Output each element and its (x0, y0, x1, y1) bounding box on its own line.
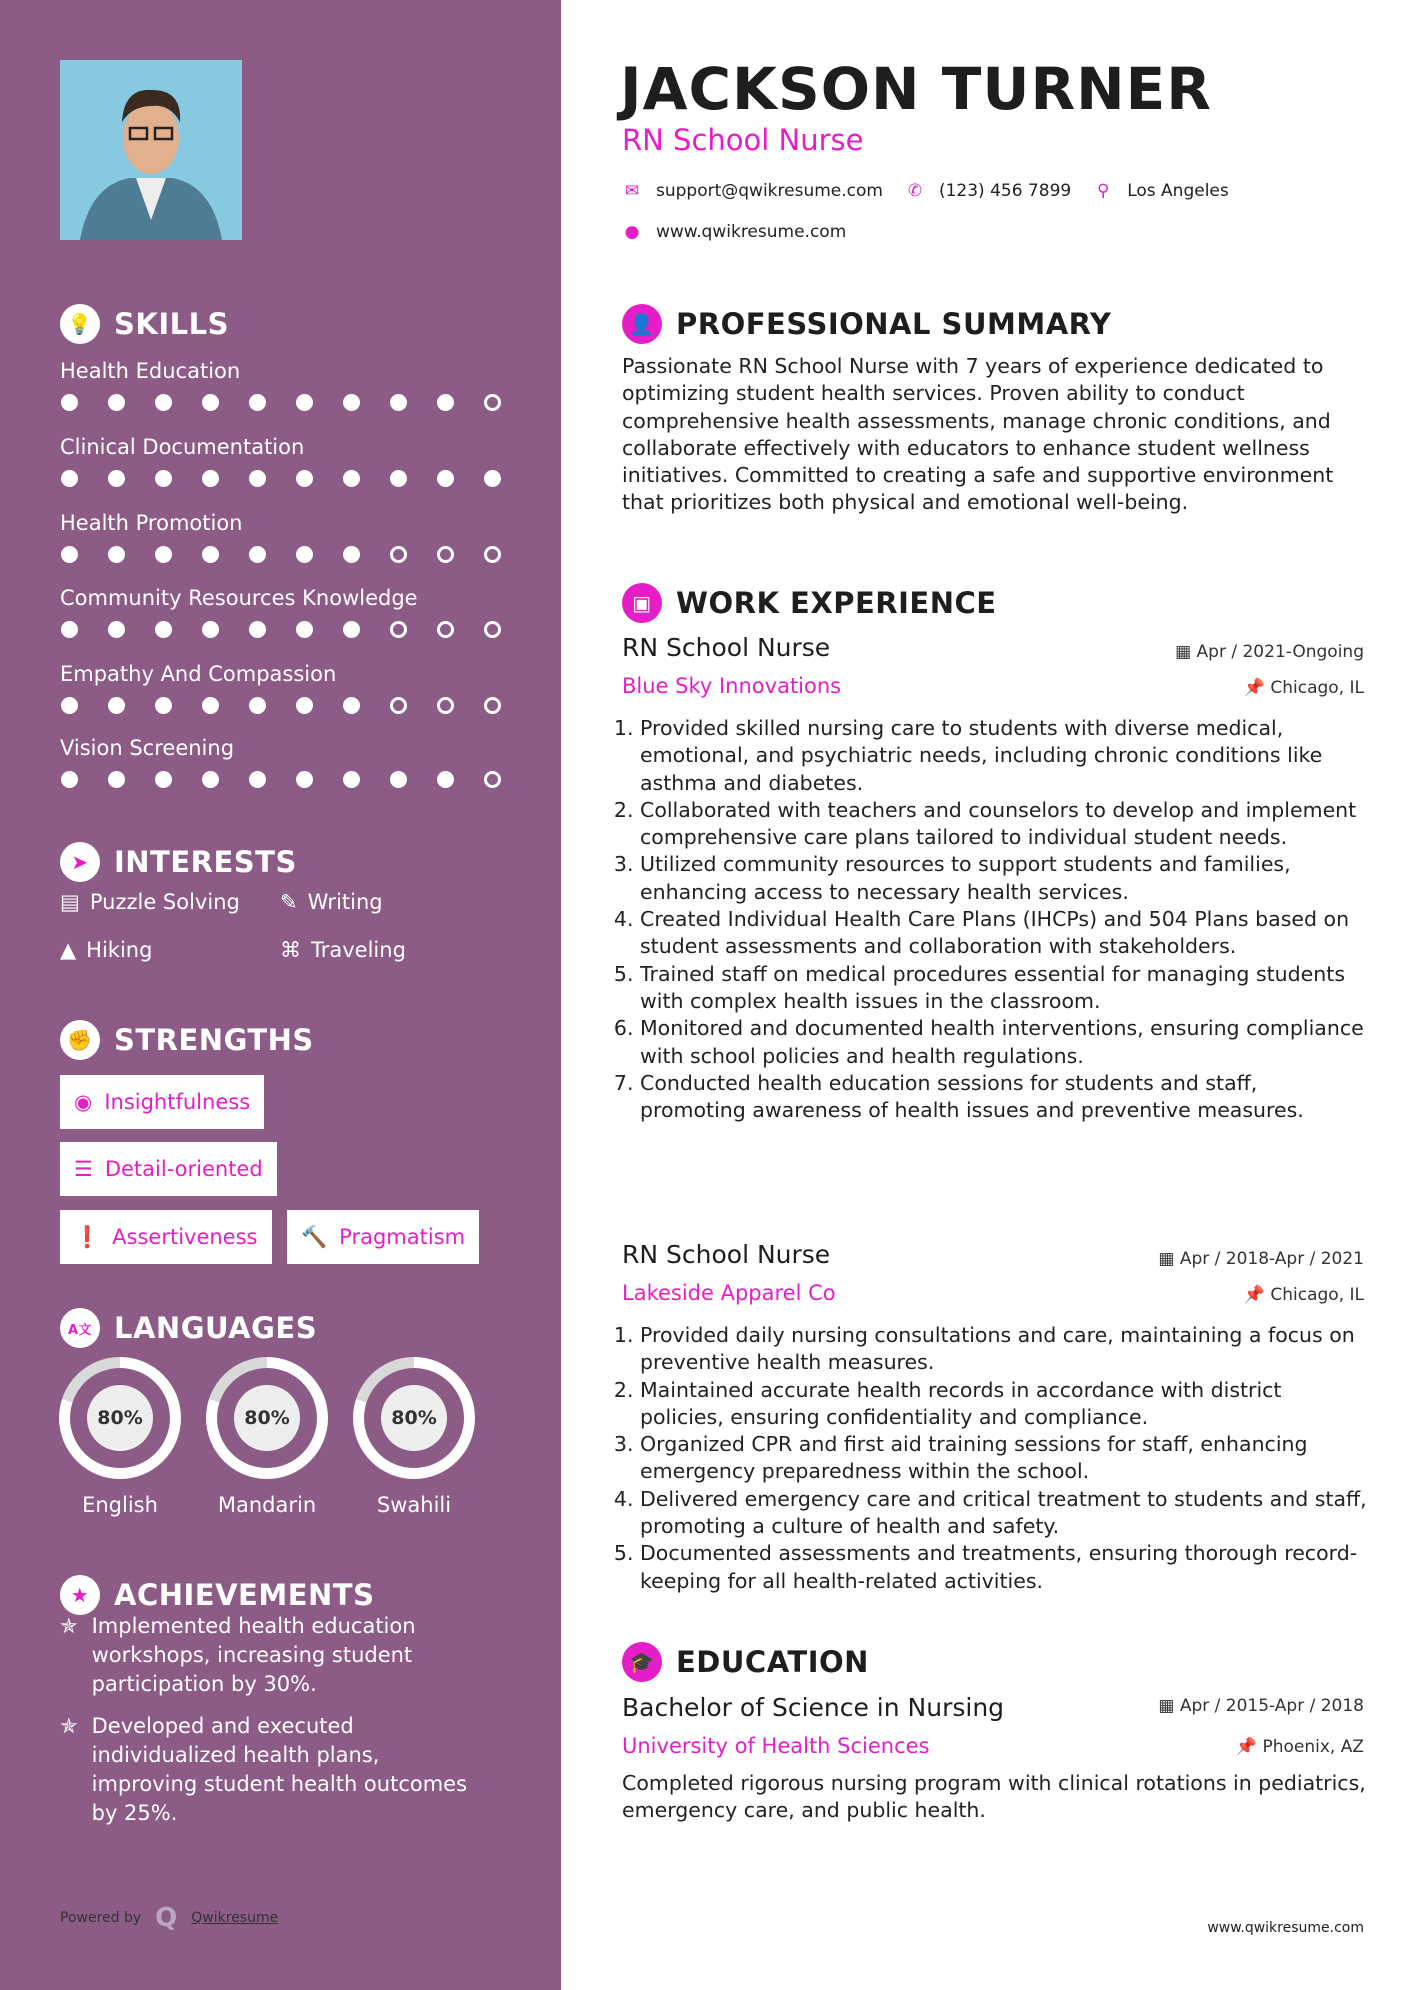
rating-dot (155, 470, 172, 487)
strength-chip: ❗ Assertiveness (60, 1210, 272, 1264)
star-icon: ★ (60, 1575, 100, 1615)
skill-item (60, 430, 510, 487)
summary-text: Passionate RN School Nurse with 7 years of experience dedicated to optimizing student health services. Proven ability to conduct comprehensive health assessments, manage chronic conditions, and collaborate effectively with educators to enhance student wellness initiatives. Committed to creating a safe and supportive environment that prioritizes both physical and emotional well-being. (622, 354, 1334, 515)
rating-dot (390, 771, 407, 788)
rating-dot (390, 394, 407, 411)
rating-dot (202, 771, 219, 788)
job-title: RN School Nurse (622, 123, 864, 157)
rating-dot (249, 470, 266, 487)
rating-dot (343, 394, 360, 411)
calendar-icon: ▦ (1158, 1249, 1180, 1269)
job-bullet: 4. Delivered emergency care and critical treatment to students and staff, promoting a culture of health and safety. (640, 1486, 1367, 1541)
rating-dot (202, 621, 219, 638)
skill-rating (60, 394, 510, 411)
rating-dot (61, 470, 78, 487)
rating-dot (390, 470, 407, 487)
job-bullet: 1. Provided skilled nursing care to students with diverse medical, emotional, and psychiatric needs, including chronic conditions like asthma and diabetes. (640, 715, 1367, 797)
rating-dot (108, 697, 125, 714)
job-bullet: 3. Organized CPR and first aid training sessions for staff, enhancing emergency preparedness within the school. (640, 1431, 1367, 1486)
job-location: 📌 Chicago, IL (1243, 1285, 1364, 1305)
strength-chip: ☰ Detail-oriented (60, 1142, 277, 1196)
language-item (206, 1357, 342, 1517)
eye-icon: ◉ (74, 1090, 93, 1114)
achievements-heading: ★ ACHIEVEMENTS (60, 1575, 374, 1615)
map-marker-icon: ⚲ (1096, 181, 1110, 201)
rating-dot (437, 546, 454, 563)
rating-dot (296, 771, 313, 788)
skill-rating (60, 621, 510, 638)
language-percent: 80% (87, 1385, 153, 1451)
skill-item (60, 354, 510, 411)
rating-dot (390, 546, 407, 563)
paper-plane-icon: ➤ (60, 842, 100, 882)
exclamation-icon: ❗ (74, 1224, 101, 1249)
rating-dot (155, 771, 172, 788)
phone: (123) 456 7899 (938, 181, 1072, 201)
rating-dot (437, 771, 454, 788)
rating-dot (343, 621, 360, 638)
rating-dot (437, 621, 454, 638)
language-item (59, 1357, 195, 1517)
job-bullet: 1. Provided daily nursing consultations and care, maintaining a focus on preventive health measures. (640, 1322, 1367, 1377)
rating-dot (202, 470, 219, 487)
user-icon: 👤 (622, 304, 662, 344)
star-icon: ✯ (60, 1614, 78, 1638)
phone-icon: ✆ (907, 181, 923, 201)
rating-dot (437, 394, 454, 411)
rating-dot (61, 621, 78, 638)
email[interactable]: support@qwikresume.com (656, 181, 883, 201)
rating-dot (202, 697, 219, 714)
skill-name: Empathy And Compassion (60, 662, 337, 686)
job-bullet: 5. Documented assessments and treatments, ensuring thorough record-keeping for all health-related activities. (640, 1540, 1367, 1595)
contact-row (622, 181, 1229, 201)
interest-item: ▲ Hiking (60, 938, 153, 962)
language-progress-ring (59, 1357, 181, 1479)
candidate-name: JACKSON TURNER (620, 55, 1212, 123)
skill-rating (60, 771, 510, 788)
translate-icon: A文 (60, 1308, 100, 1348)
lightbulb-icon: 💡 (60, 304, 100, 344)
website-row (622, 222, 846, 242)
strength-chip: 🔨 Pragmatism (287, 1210, 479, 1264)
rating-dot (108, 621, 125, 638)
education-heading: 🎓 EDUCATION (622, 1642, 869, 1682)
gavel-icon: 🔨 (301, 1224, 328, 1249)
languages-heading: A文 LANGUAGES (60, 1308, 317, 1348)
achievement-item: ✯ Implemented health education workshops, increasing student participation by 30%. (60, 1612, 480, 1699)
chair-icon: ▣ (622, 583, 662, 623)
school: University of Health Sciences (622, 1734, 930, 1758)
language-name: English (82, 1493, 158, 1517)
rating-dot (155, 621, 172, 638)
language-name: Mandarin (217, 1493, 317, 1517)
skill-item (60, 731, 510, 788)
job-title: RN School Nurse (622, 633, 831, 662)
pencil-icon: ✎ (280, 890, 298, 914)
book-icon: ▤ (60, 890, 80, 914)
pin-icon: 📌 (1243, 1285, 1271, 1305)
experience-heading: ▣ WORK EXPERIENCE (622, 583, 997, 623)
rating-dot (155, 546, 172, 563)
job-location: 📌 Chicago, IL (1243, 678, 1364, 698)
skill-name: Health Education (60, 359, 241, 383)
rating-dot (343, 697, 360, 714)
rating-dot (296, 621, 313, 638)
interest-item: ✎ Writing (280, 890, 383, 914)
skill-rating (60, 546, 510, 563)
rating-dot (249, 394, 266, 411)
rating-dot (108, 394, 125, 411)
skill-item (60, 657, 510, 714)
rating-dot (108, 771, 125, 788)
rating-dot (390, 697, 407, 714)
rating-dot (484, 697, 501, 714)
globe-icon: ● (624, 222, 640, 242)
rating-dot (484, 546, 501, 563)
interests-heading: ➤ INTERESTS (60, 842, 297, 882)
pin-icon: 📌 (1235, 1737, 1263, 1757)
job-bullet: 4. Created Individual Health Care Plans (IHCPs) and 504 Plans based on student assessments and collaboration with stakeholders. (640, 906, 1367, 961)
rating-dot (343, 771, 360, 788)
summary-heading: 👤 PROFESSIONAL SUMMARY (622, 304, 1111, 344)
rating-dot (296, 470, 313, 487)
language-percent: 80% (381, 1385, 447, 1451)
tree-icon: ▲ (60, 938, 77, 962)
rating-dot (155, 697, 172, 714)
binoculars-icon: ⌘ (280, 938, 301, 962)
job-bullets (614, 715, 1367, 1124)
footer-website[interactable]: www.qwikresume.com (1207, 1920, 1364, 1936)
rating-dot (249, 546, 266, 563)
rating-dot (202, 546, 219, 563)
job-bullet: 2. Collaborated with teachers and counselors to develop and implement comprehensive care plans tailored to individual student needs. (640, 797, 1367, 852)
education-dates: ▦ Apr / 2015-Apr / 2018 (1158, 1696, 1364, 1716)
language-item (353, 1357, 489, 1517)
skill-name: Clinical Documentation (60, 435, 305, 459)
rating-dot (484, 394, 501, 411)
achievement-item: ✯ Developed and executed individualized health plans, improving student health outcomes by 25%. (60, 1712, 480, 1828)
calendar-icon: ▦ (1175, 642, 1197, 662)
education-location: 📌 Phoenix, AZ (1235, 1737, 1364, 1757)
location: Los Angeles (1127, 181, 1229, 201)
interest-item: ▤ Puzzle Solving (60, 890, 240, 914)
company-name: Blue Sky Innovations (622, 674, 842, 698)
language-name: Swahili (376, 1493, 452, 1517)
skill-rating (60, 697, 510, 714)
rating-dot (155, 394, 172, 411)
company-name: Lakeside Apparel Co (622, 1281, 836, 1305)
skill-name: Health Promotion (60, 511, 243, 535)
rating-dot (249, 697, 266, 714)
skill-rating (60, 470, 510, 487)
strength-chip: ◉ Insightfulness (60, 1075, 264, 1129)
rating-dot (61, 771, 78, 788)
job-bullet: 5. Trained staff on medical procedures essential for managing students with complex health issues in the classroom. (640, 961, 1367, 1016)
rating-dot (249, 621, 266, 638)
job-title: RN School Nurse (622, 1240, 831, 1269)
language-progress-ring (353, 1357, 475, 1479)
qwikresume-logo-icon: Q (155, 1903, 178, 1933)
list-icon: ☰ (74, 1157, 93, 1181)
skill-item (60, 581, 510, 638)
skill-name: Community Resources Knowledge (60, 586, 418, 610)
job-bullet: 2. Maintained accurate health records in accordance with district policies, ensuring confidentiality and compliance. (640, 1377, 1367, 1432)
rating-dot (484, 771, 501, 788)
rating-dot (108, 546, 125, 563)
interest-item: ⌘ Traveling (280, 938, 406, 962)
envelope-icon: ✉ (624, 181, 640, 201)
rating-dot (61, 394, 78, 411)
skills-heading: 💡 SKILLS (60, 304, 229, 344)
rating-dot (343, 470, 360, 487)
strengths-heading: ✊ STRENGTHS (60, 1020, 314, 1060)
education-text: Completed rigorous nursing program with clinical rotations in pediatrics, emergency care, and public health. (622, 1771, 1366, 1823)
rating-dot (61, 697, 78, 714)
skill-item (60, 506, 510, 563)
calendar-icon: ▦ (1158, 1696, 1180, 1716)
rating-dot (484, 470, 501, 487)
rating-dot (437, 697, 454, 714)
sidebar (0, 0, 561, 1990)
job-bullet: 7. Conducted health education sessions for students and staff, promoting awareness of health issues and preventive measures. (640, 1070, 1367, 1125)
main-content (620, 0, 1367, 1990)
rating-dot (249, 771, 266, 788)
star-icon: ✯ (60, 1714, 78, 1738)
pin-icon: 📌 (1243, 678, 1271, 698)
graduate-icon: 🎓 (622, 1642, 662, 1682)
fist-icon: ✊ (60, 1020, 100, 1060)
rating-dot (437, 470, 454, 487)
powered-by: Powered by Q Qwikresume (60, 1903, 279, 1933)
rating-dot (296, 546, 313, 563)
job-dates: ▦ Apr / 2018-Apr / 2021 (1158, 1249, 1364, 1269)
job-bullets (614, 1322, 1367, 1595)
rating-dot (108, 470, 125, 487)
rating-dot (484, 621, 501, 638)
job-bullet: 6. Monitored and documented health interventions, ensuring compliance with school policies and health regulations. (640, 1015, 1367, 1070)
rating-dot (61, 546, 78, 563)
website[interactable]: www.qwikresume.com (656, 222, 847, 242)
qwikresume-link[interactable]: Qwikresume (191, 1910, 279, 1926)
rating-dot (390, 621, 407, 638)
rating-dot (296, 394, 313, 411)
rating-dot (343, 546, 360, 563)
profile-photo (60, 60, 242, 240)
job-bullet: 3. Utilized community resources to support students and families, enhancing access to necessary health services. (640, 851, 1367, 906)
skill-name: Vision Screening (60, 736, 235, 760)
language-progress-ring (206, 1357, 328, 1479)
degree: Bachelor of Science in Nursing (622, 1693, 1005, 1722)
rating-dot (296, 697, 313, 714)
language-percent: 80% (234, 1385, 300, 1451)
rating-dot (202, 394, 219, 411)
job-dates: ▦ Apr / 2021-Ongoing (1175, 642, 1364, 662)
